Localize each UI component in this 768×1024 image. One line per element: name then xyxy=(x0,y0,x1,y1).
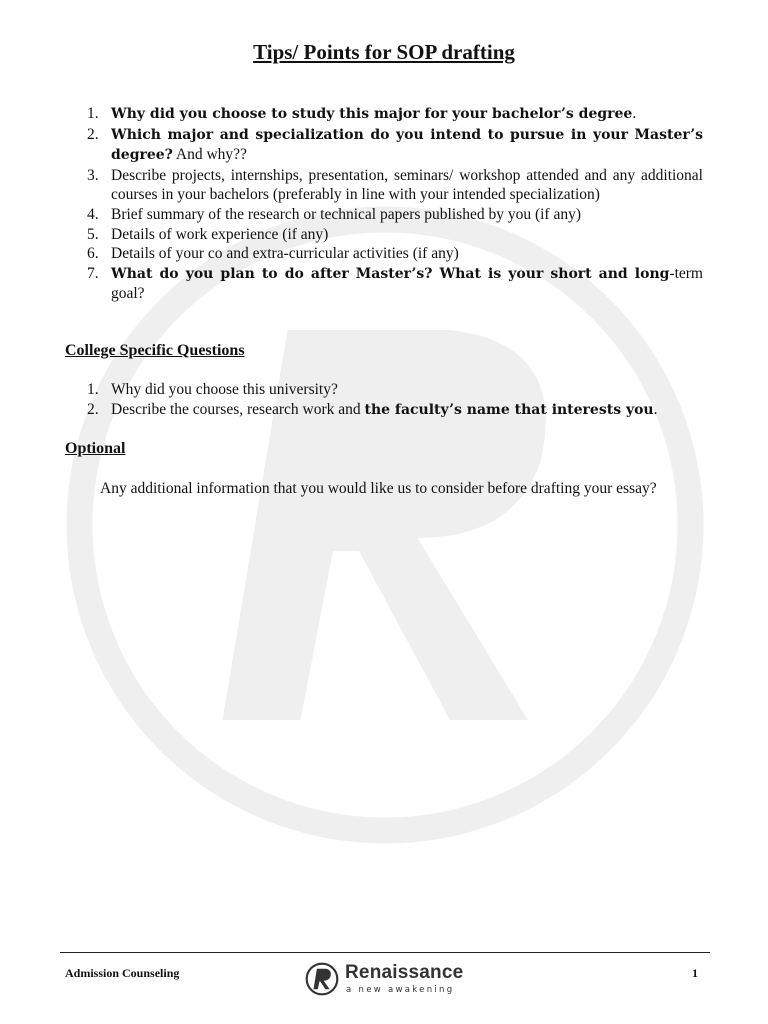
list-item: 7. What do you plan to do after Master’s? What is your short and long-term goal? xyxy=(87,264,703,303)
brand-tagline: a new awakening xyxy=(346,985,455,995)
footer-divider xyxy=(60,952,710,953)
footer-label: Admission Counseling xyxy=(65,966,180,980)
list-item: 2. Which major and specialization do you intend to pursue in your Master’s degree? And why?? xyxy=(87,125,703,164)
brand-logo xyxy=(305,960,475,1000)
list-item: 5. Details of work experience (if any) xyxy=(87,225,329,243)
list-item: 2. Describe the courses, research work and the faculty’s name that interests you. xyxy=(87,401,658,418)
renaissance-logo-icon xyxy=(305,962,339,996)
list-item: 1. Why did you choose this university? xyxy=(87,381,338,398)
college-heading: College Specific Questions xyxy=(65,342,245,359)
optional-heading: Optional xyxy=(65,440,126,457)
list-item: 4. Brief summary of the research or technical papers published by you (if any) xyxy=(87,205,582,223)
brand-name: Renaissance xyxy=(345,962,464,983)
page-title: Tips/ Points for SOP drafting xyxy=(253,40,515,64)
sop-tips-list xyxy=(87,104,703,304)
list-item: 6. Details of your co and extra-curricular activities (if any) xyxy=(87,245,459,263)
list-item: 1. Why did you choose to study this major for your bachelor’s degree. xyxy=(87,105,637,122)
page-number: 1 xyxy=(692,966,698,980)
college-questions-list xyxy=(87,380,703,420)
optional-paragraph: Any additional information that you would like us to consider before drafting your essay? xyxy=(100,480,657,497)
list-item: 3. Describe projects, internships, presentation, seminars/ workshop attended and any additional courses in your bachelors (preferably in line with your intended specialization) xyxy=(87,166,703,204)
